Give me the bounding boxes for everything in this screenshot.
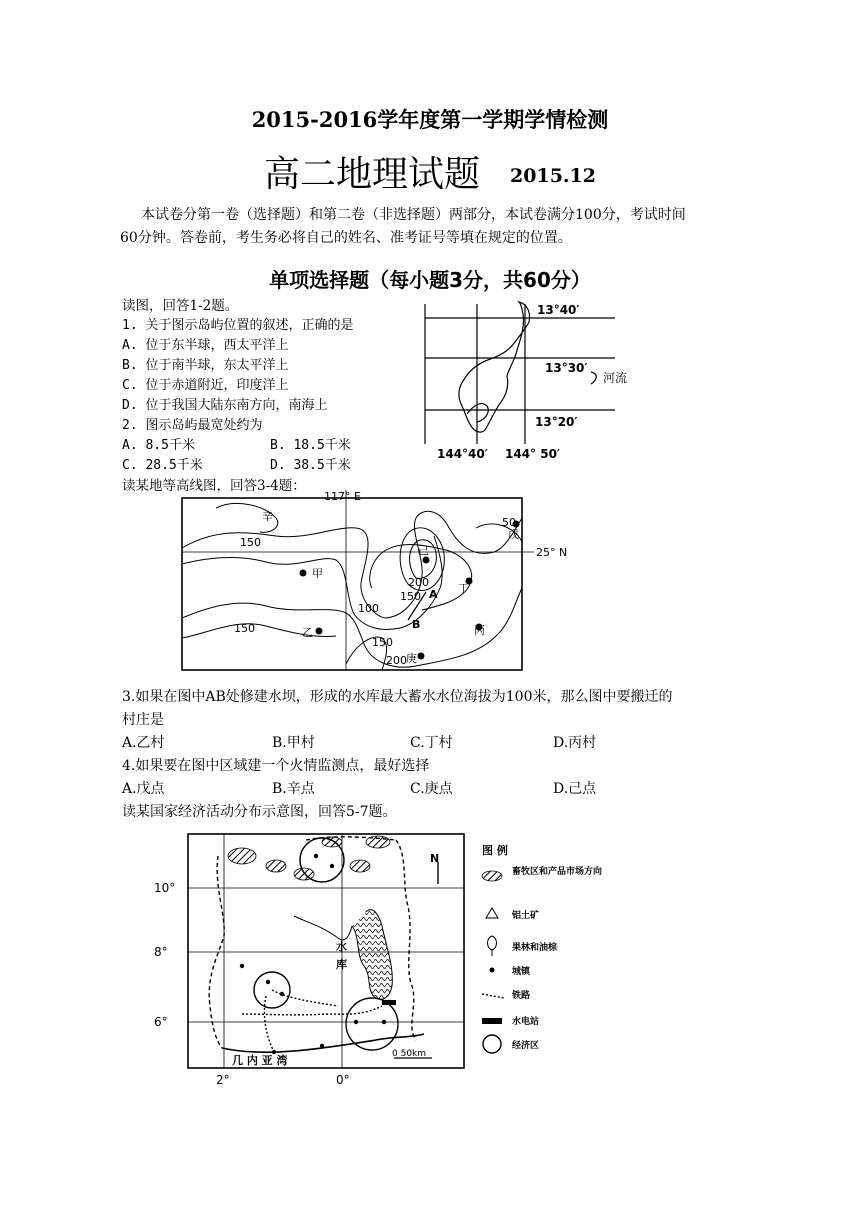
contour-150-upper [182,511,522,618]
point-a-label: A [429,588,438,601]
lat-8-label: 8° [154,945,168,959]
contour-label-200-a: 200 [408,576,429,589]
question-4-option-c: C.庚点 [410,781,453,797]
scale-label: 0 50km [392,1049,427,1059]
legend-orchard-icon [488,936,497,956]
town-9 [320,1044,324,1048]
exam-title: 2015-2016学年度第一学期学情检测 [251,107,609,132]
lat-10-label: 10° [154,881,176,895]
inner-contour [467,404,488,422]
town-4 [266,980,270,984]
village-bing-label: 丙 [474,624,485,637]
point-xin-label: 辛 [262,510,273,523]
island-outline [459,302,530,432]
contour-label-50: 50 [502,516,516,529]
question-4-stem: 4.如果要在图中区域建一个火情监测点，最好选择 [122,758,430,774]
contour-map [176,488,586,678]
point-wu-label: 戊 [508,528,519,541]
village-yi-dot [316,628,323,635]
pastoral-area-1 [228,848,256,864]
north-label: N [430,852,440,865]
contour-label-150-c: 150 [400,590,421,603]
town-7 [382,1020,386,1024]
question-2-option-c: C. 28.5千米 [122,458,203,473]
legend-economic-zone-icon [483,1035,501,1053]
instructions-line-2: 60分钟。答卷前，考生务必将自己的姓名、准考证号等填在规定的位置。 [120,230,572,246]
pastoral-area-5 [366,836,390,848]
reservoir-label-1: 水 [336,940,347,953]
contour-100 [182,588,522,667]
question-1-option-d: D. 位于我国大陆东南方向，南海上 [122,398,328,413]
subject-title [0,146,860,197]
gulf-label: 几 内 亚 湾 [232,1054,288,1067]
village-ding-label: 丁 [458,582,469,595]
latitude-label-3: 13°20′ [535,415,578,429]
legend-railway-label: 铁路 [512,991,531,1001]
question-1-stem: 1. 关于图示岛屿位置的叙述，正确的是 [122,318,354,333]
legend-railway-icon [482,994,504,998]
group3-intro: 读某国家经济活动分布示意图，回答5-7题。 [122,804,397,820]
village-geng-dot [418,653,425,660]
latitude-label-2: 13°30′ [545,361,588,375]
lon-2-label: 2° [216,1073,230,1087]
lon-0-label: 0° [336,1073,350,1087]
legend-bauxite-icon [486,908,498,918]
river-branch [294,916,352,940]
volta-reservoir [352,910,392,1000]
group1-intro: 读图，回答1-2题。 [122,298,239,314]
point-ji-dot [423,557,430,564]
hydropower-station [382,1000,396,1005]
economic-map [146,826,606,1088]
legend-town-icon [490,968,495,973]
question-1-option-b: B. 位于南半球，东太平洋上 [122,358,289,373]
exam-instructions [120,204,740,250]
question-3-stem-line-2: 村庄是 [122,712,164,728]
town-6 [354,1020,358,1024]
instructions-line-1: 本试卷分第一卷（选择题）和第二卷（非选择题）两部分，本试卷满分100分，考试时间 [141,207,686,223]
legend-economic-zone-label: 经济区 [512,1041,540,1051]
question-1-option-a: A. 位于东半球，西太平洋上 [122,338,289,353]
village-jia-dot [300,570,307,577]
town-5 [280,992,284,996]
question-3-option-d: D.丙村 [553,735,597,751]
subject-name: 高二地理试题 [264,154,481,195]
legend-bauxite-label: 铝土矿 [512,911,540,921]
legend-pastoral-label: 畜牧区和产品市场方向 [512,867,603,877]
legend-hydropower-label: 水电站 [512,1017,540,1027]
section-title: 单项选择题（每小题3分，共60分） [269,268,591,292]
meridian-label: 117° E [324,490,361,503]
legend-hydropower-icon [482,1018,502,1024]
latitude-label-1: 13°40′ [537,303,580,317]
question-2-option-a: A. 8.5千米 [122,438,195,453]
contour-label-150-d: 150 [372,636,393,649]
river-legend-symbol [591,372,596,384]
contour-label-150-a: 150 [240,536,261,549]
question-4-option-d: D.己点 [553,781,597,797]
legend-pastoral-icon [482,871,502,881]
contour-label-200-b: 200 [386,654,407,667]
village-geng-label: 庚 [406,652,417,665]
point-b-label: B [412,618,421,631]
question-2-stem: 2. 图示岛屿最宽处约为 [122,418,263,433]
island-map [415,294,655,466]
contour-map-frame [182,498,522,670]
longitude-label-1: 144°40′ [437,447,488,461]
railway-3 [264,996,274,1052]
contour-label-150-b: 150 [234,622,255,635]
longitude-label-2: 144° 50′ [505,447,561,461]
question-1-option-c: C. 位于赤道附近，印度洋上 [122,378,289,393]
economic-zone-south [346,998,398,1050]
pastoral-area-4 [350,860,370,872]
legend-title: 图 例 [482,844,508,857]
legend-town-label: 城镇 [512,967,531,977]
village-yi-label: 乙 [302,626,313,639]
question-4-option-b: B.辛点 [272,781,315,797]
pastoral-area-2 [266,860,286,872]
town-3 [240,964,244,968]
reservoir-label-2: 库 [336,958,347,971]
railway-1 [242,1006,382,1015]
lat-6-label: 6° [154,1015,168,1029]
pastoral-area-6 [322,837,342,847]
question-3-option-c: C.丁村 [410,735,453,751]
village-jia-label: 甲 [312,567,323,580]
contour-150-lower [182,536,442,629]
point-ji-label: 己 [418,544,429,557]
question-2-option-d: D. 38.5千米 [270,458,351,473]
exam-date: 2015.12 [510,165,596,187]
river-legend-label: 河流 [603,371,628,385]
legend-orchard-label: 果林和油棕 [512,943,558,953]
question-2-option-b: B. 18.5千米 [270,438,351,453]
economic-map-frame [188,834,464,1068]
group2-intro: 读某地等高线图，回答3-4题： [122,478,306,494]
question-4-option-a: A.戊点 [122,781,165,797]
town-1 [314,854,318,858]
parallel-label: 25° N [536,546,568,559]
question-3-option-b: B.甲村 [272,735,315,751]
contour-label-100: 100 [358,602,379,615]
question-3-option-a: A.乙村 [122,735,165,751]
pastoral-area-3 [294,868,314,880]
eastern-border [396,840,416,1040]
town-2 [330,864,334,868]
question-3-stem-line-1: 3.如果在图中AB处修建水坝，形成的水库最大蓄水水位海拔为100米，那么图中要搬迁的 [122,689,673,705]
